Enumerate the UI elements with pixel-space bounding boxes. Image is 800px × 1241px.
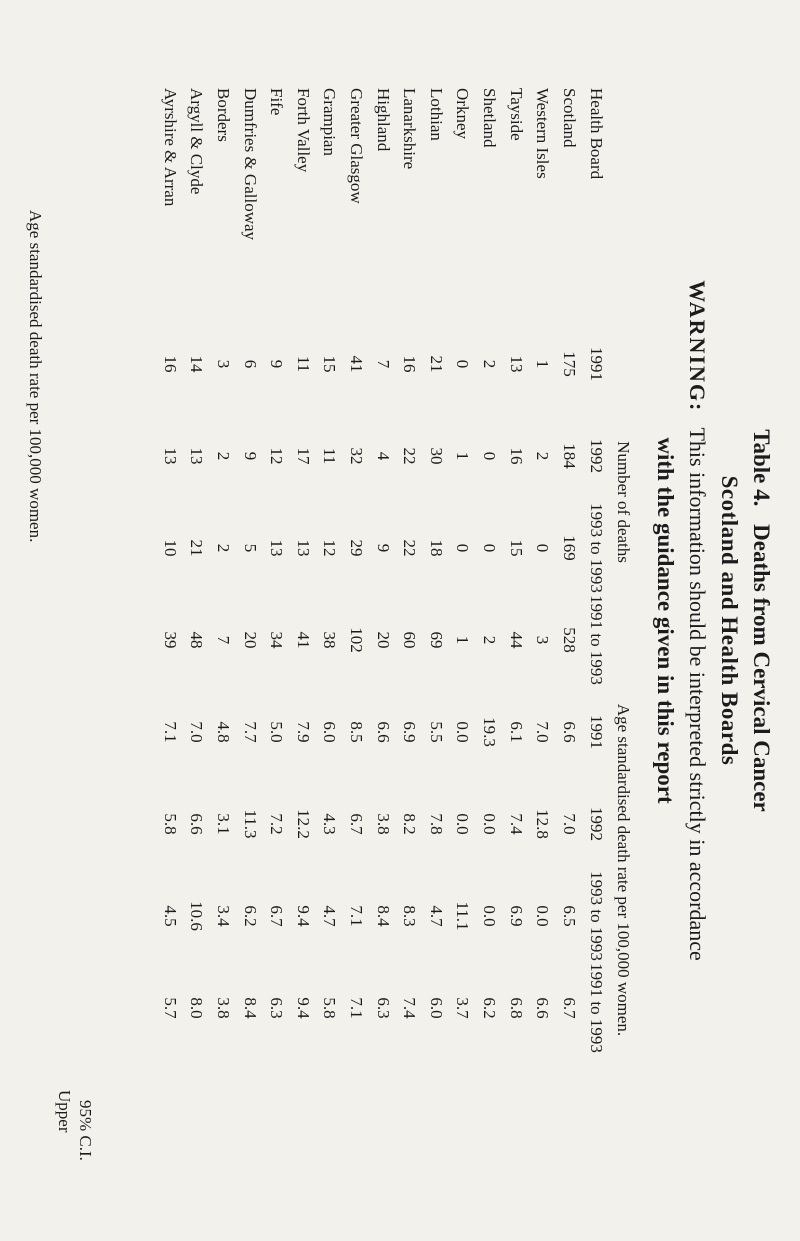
death-count-cell: 2 (533, 451, 553, 461)
death-count-cell: 20 (240, 631, 260, 649)
death-count-cell: 17 (293, 447, 313, 465)
region-cell: Forth Valley (293, 88, 313, 173)
footnote: Age standardised death rate per 100,000 women. (26, 210, 45, 543)
death-rate-cell: 7.1 (346, 997, 366, 1019)
death-count-cell: 175 (559, 351, 579, 377)
death-rate-cell: 12.2 (293, 809, 313, 839)
death-count-cell: 6 (240, 359, 260, 369)
death-count-cell: 15 (506, 539, 526, 557)
death-count-cell: 16 (160, 355, 180, 373)
region-cell: Orkney (453, 88, 473, 139)
rate-year-header: 1991 to 1993 (587, 963, 606, 1053)
death-rate-cell: 4.7 (426, 905, 446, 927)
death-rate-cell: 4.7 (320, 905, 340, 927)
table-subtitle: Scotland and Health Boards (717, 475, 742, 766)
death-rate-cell: 3.1 (213, 813, 233, 835)
death-count-cell: 528 (559, 627, 579, 653)
table-row (555, 84, 582, 1054)
death-count-cell: 9 (373, 543, 393, 553)
region-cell: Greater Glasgow (346, 88, 366, 204)
death-count-cell: 0 (479, 543, 499, 553)
region-cell: Scotland (559, 88, 579, 148)
death-count-cell: 2 (213, 451, 233, 461)
death-rate-cell: 6.6 (373, 721, 393, 743)
death-count-cell: 7 (213, 635, 233, 645)
death-count-cell: 41 (293, 631, 313, 649)
rate-year-header: 1991 (587, 715, 606, 749)
death-rate-cell: 6.0 (426, 997, 446, 1019)
death-count-cell: 13 (267, 539, 287, 557)
death-rate-cell: 7.1 (160, 721, 180, 743)
death-count-cell: 20 (373, 631, 393, 649)
death-rate-cell: 6.6 (533, 997, 553, 1019)
table-row (210, 84, 237, 1054)
death-count-cell: 38 (320, 631, 340, 649)
death-count-cell: 13 (293, 539, 313, 557)
death-rate-cell: 8.3 (400, 905, 420, 927)
death-count-cell: 2 (479, 635, 499, 645)
death-count-cell: 0 (453, 543, 473, 553)
region-cell: Fife (267, 88, 287, 116)
death-count-cell: 2 (213, 543, 233, 553)
death-count-cell: 18 (426, 539, 446, 557)
death-rate-cell: 6.7 (559, 997, 579, 1019)
death-rate-cell: 0.0 (453, 721, 473, 743)
death-count-cell: 21 (187, 539, 207, 557)
region-cell: Tayside (506, 88, 526, 141)
table-row (343, 84, 370, 1054)
death-rate-cell: 19.3 (479, 717, 499, 747)
death-count-cell: 11 (293, 355, 313, 373)
death-rate-cell: 6.6 (559, 721, 579, 743)
region-cell: Ayrshire & Arran (160, 88, 180, 207)
death-rate-cell: 11.1 (453, 901, 473, 931)
death-count-cell: 3 (213, 359, 233, 369)
death-count-cell: 169 (559, 535, 579, 561)
death-count-cell: 13 (506, 355, 526, 373)
death-count-cell: 0 (479, 451, 499, 461)
death-rate-cell: 6.7 (346, 813, 366, 835)
death-rate-cell: 0.0 (479, 905, 499, 927)
region-cell: Dumfries & Galloway (240, 88, 260, 241)
table-title (748, 0, 774, 1241)
table-row (289, 84, 316, 1054)
ci-upper-label: Upper (55, 1090, 74, 1133)
death-count-cell: 102 (346, 627, 366, 653)
region-cell: Lanarkshire (400, 88, 420, 170)
table-title-text: Deaths from Cervical Cancer (749, 524, 774, 812)
death-rate-cell: 6.6 (187, 813, 207, 835)
death-rate-cell: 6.3 (267, 997, 287, 1019)
rate-year-header: 1993 to 1993 (587, 871, 606, 961)
table-body (157, 84, 583, 1054)
number-year-header: 1993 to 1993 (587, 503, 606, 593)
death-count-cell: 0 (533, 543, 553, 553)
number-year-header: 1991 to 1993 (587, 595, 606, 685)
death-count-cell: 9 (240, 451, 260, 461)
death-count-cell: 184 (559, 443, 579, 469)
death-rate-cell: 6.7 (267, 905, 287, 927)
death-rate-cell: 7.7 (240, 721, 260, 743)
group-header-row (610, 84, 636, 1054)
death-rate-cell: 11.3 (240, 809, 260, 839)
death-rate-cell: 4.5 (160, 905, 180, 927)
death-rate-cell: 7.0 (187, 721, 207, 743)
death-rate-cell: 6.9 (400, 721, 420, 743)
death-rate-cell: 0.0 (479, 813, 499, 835)
death-count-cell: 69 (426, 631, 446, 649)
death-count-cell: 11 (320, 447, 340, 465)
death-count-cell: 10 (160, 539, 180, 557)
death-rate-cell: 3.4 (213, 905, 233, 927)
death-rate-cell: 7.4 (400, 997, 420, 1019)
death-count-cell: 21 (426, 355, 446, 373)
death-rate-cell: 6.3 (373, 997, 393, 1019)
death-rate-cell: 8.0 (187, 997, 207, 1019)
death-rate-cell: 3.8 (213, 997, 233, 1019)
table-row (263, 84, 290, 1054)
death-rate-cell: 7.8 (426, 813, 446, 835)
death-rate-cell: 6.0 (320, 721, 340, 743)
death-rate-cell: 9.4 (293, 905, 313, 927)
death-rate-cell: 8.5 (346, 721, 366, 743)
region-cell: Borders (213, 88, 233, 142)
death-rate-cell: 5.7 (160, 997, 180, 1019)
death-rate-cell: 6.1 (506, 721, 526, 743)
table-row (449, 84, 476, 1054)
death-count-cell: 7 (373, 359, 393, 369)
death-count-cell: 22 (400, 447, 420, 465)
region-cell: Grampian (320, 88, 340, 156)
death-count-cell: 48 (187, 631, 207, 649)
region-cell: Western Isles (533, 88, 553, 179)
death-rate-cell: 8.2 (400, 813, 420, 835)
death-rate-cell: 4.3 (320, 813, 340, 835)
death-rate-cell: 10.6 (187, 901, 207, 931)
death-count-cell: 4 (373, 451, 393, 461)
death-count-cell: 1 (533, 359, 553, 369)
death-count-cell: 15 (320, 355, 340, 373)
warning-line (684, 0, 710, 1241)
death-count-cell: 0 (453, 359, 473, 369)
death-rate-cell: 8.4 (240, 997, 260, 1019)
death-count-cell: 30 (426, 447, 446, 465)
region-cell: Highland (373, 88, 393, 152)
death-count-cell: 41 (346, 355, 366, 373)
death-count-cell: 29 (346, 539, 366, 557)
death-rate-cell: 7.0 (533, 721, 553, 743)
death-count-cell: 1 (453, 635, 473, 645)
region-cell: Argyll & Clyde (187, 88, 207, 195)
death-count-cell: 13 (160, 447, 180, 465)
warning-label: WARNING: (685, 280, 710, 413)
death-count-cell: 60 (400, 631, 420, 649)
number-group-header: Number of deaths (614, 441, 633, 563)
death-rate-cell: 12.8 (533, 809, 553, 839)
death-count-cell: 22 (400, 539, 420, 557)
death-count-cell: 12 (320, 539, 340, 557)
table-row (236, 84, 263, 1054)
death-count-cell: 44 (506, 631, 526, 649)
death-rate-cell: 7.2 (267, 813, 287, 835)
region-cell: Lothian (426, 88, 446, 141)
column-header-row (582, 84, 610, 1054)
table-row (396, 84, 423, 1054)
death-count-cell: 16 (400, 355, 420, 373)
table-row (502, 84, 529, 1054)
number-year-header: 1992 (587, 439, 606, 473)
deaths-table (157, 84, 637, 1054)
death-count-cell: 5 (240, 543, 260, 553)
death-rate-cell: 6.8 (506, 997, 526, 1019)
death-count-cell: 13 (187, 447, 207, 465)
table-row (157, 84, 184, 1054)
death-rate-cell: 6.9 (506, 905, 526, 927)
death-count-cell: 3 (533, 635, 553, 645)
death-rate-cell: 3.8 (373, 813, 393, 835)
death-count-cell: 1 (453, 451, 473, 461)
death-count-cell: 14 (187, 355, 207, 373)
death-rate-cell: 0.0 (533, 905, 553, 927)
table-row (316, 84, 343, 1054)
region-spacer (610, 84, 636, 318)
death-rate-cell: 5.8 (160, 813, 180, 835)
death-rate-cell: 7.0 (559, 813, 579, 835)
death-rate-cell: 7.9 (293, 721, 313, 743)
death-rate-cell: 9.4 (293, 997, 313, 1019)
table-row (529, 84, 556, 1054)
death-count-cell: 16 (506, 447, 526, 465)
warning-text: This information should be interpreted strictly in accordance (685, 427, 710, 961)
table-row (476, 84, 503, 1054)
number-year-header: 1991 (587, 347, 606, 381)
death-count-cell: 34 (267, 631, 287, 649)
death-rate-cell: 3.7 (453, 997, 473, 1019)
table-row (183, 84, 210, 1054)
death-rate-cell: 6.5 (559, 905, 579, 927)
region-cell: Shetland (479, 88, 499, 148)
death-count-cell: 12 (267, 447, 287, 465)
death-rate-cell: 6.2 (240, 905, 260, 927)
region-header: Health Board (587, 88, 606, 180)
death-rate-cell: 5.0 (267, 721, 287, 743)
death-rate-cell: 4.8 (213, 721, 233, 743)
death-rate-cell: 7.1 (346, 905, 366, 927)
table-row (422, 84, 449, 1054)
table-number: Table 4. (749, 429, 774, 507)
death-rate-cell: 5.8 (320, 997, 340, 1019)
rate-group-header: Age standardised death rate per 100,000 women. (614, 703, 633, 1037)
death-count-cell: 2 (479, 359, 499, 369)
death-count-cell: 9 (267, 359, 287, 369)
table-row (369, 84, 396, 1054)
death-rate-cell: 6.2 (479, 997, 499, 1019)
rate-year-header: 1992 (587, 807, 606, 841)
death-rate-cell: 5.5 (426, 721, 446, 743)
ci-label: 95% C.I. (76, 1100, 95, 1161)
death-rate-cell: 0.0 (453, 813, 473, 835)
death-count-cell: 32 (346, 447, 366, 465)
warning-continuation: with the guidance given in this report (653, 437, 678, 804)
death-rate-cell: 8.4 (373, 905, 393, 927)
death-count-cell: 39 (160, 631, 180, 649)
death-rate-cell: 7.4 (506, 813, 526, 835)
